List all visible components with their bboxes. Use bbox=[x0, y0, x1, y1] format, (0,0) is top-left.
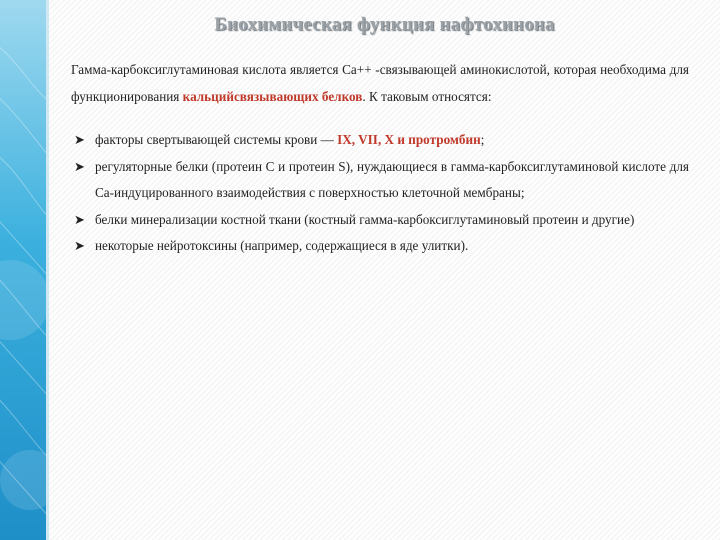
intro-text-2: . К таковым относятся: bbox=[362, 89, 492, 104]
list-item bbox=[71, 154, 689, 207]
bullet-suffix: ; bbox=[480, 132, 485, 147]
bullet-text: белки минерализации костной ткани (костный гамма-карбоксиглутаминовый протеин и другие) bbox=[95, 211, 635, 227]
decorative-side-band bbox=[0, 0, 46, 540]
arrow-bullet-icon: ➤ bbox=[74, 211, 85, 227]
bullet-text: факторы свертывающей системы крови — bbox=[95, 132, 338, 147]
content-area bbox=[49, 0, 720, 540]
arrow-bullet-icon: ➤ bbox=[74, 132, 85, 147]
list-item bbox=[71, 207, 689, 234]
list-item bbox=[71, 233, 689, 260]
arrow-bullet-icon: ➤ bbox=[74, 158, 85, 174]
wave-pattern-icon bbox=[0, 0, 46, 540]
bullet-highlight: IX, VII, X и протромбин bbox=[337, 132, 481, 147]
intro-highlight: кальцийсвязывающих белков bbox=[182, 89, 363, 104]
intro-paragraph bbox=[71, 56, 689, 110]
list-item bbox=[71, 127, 689, 154]
bullet-list bbox=[71, 127, 689, 260]
bullet-text: регуляторные белки (протеин С и протеин S), нуждающиеся в гамма-карбоксиглутаминовой кислоте для Са-индуцированного взаимодействия с поверхностью клеточной мембраны; bbox=[95, 158, 689, 200]
intro-text-1: Гамма-карбоксиглутаминовая кислота является Са++ -связывающей аминокислотой, которая необходима для функционирования bbox=[71, 62, 689, 104]
arrow-bullet-icon: ➤ bbox=[74, 238, 85, 253]
bullet-text: некоторые нейротоксины (например, содержащиеся в яде улитки). bbox=[95, 238, 469, 253]
slide-title: Биохимическая функция нафтохинона bbox=[214, 14, 555, 35]
